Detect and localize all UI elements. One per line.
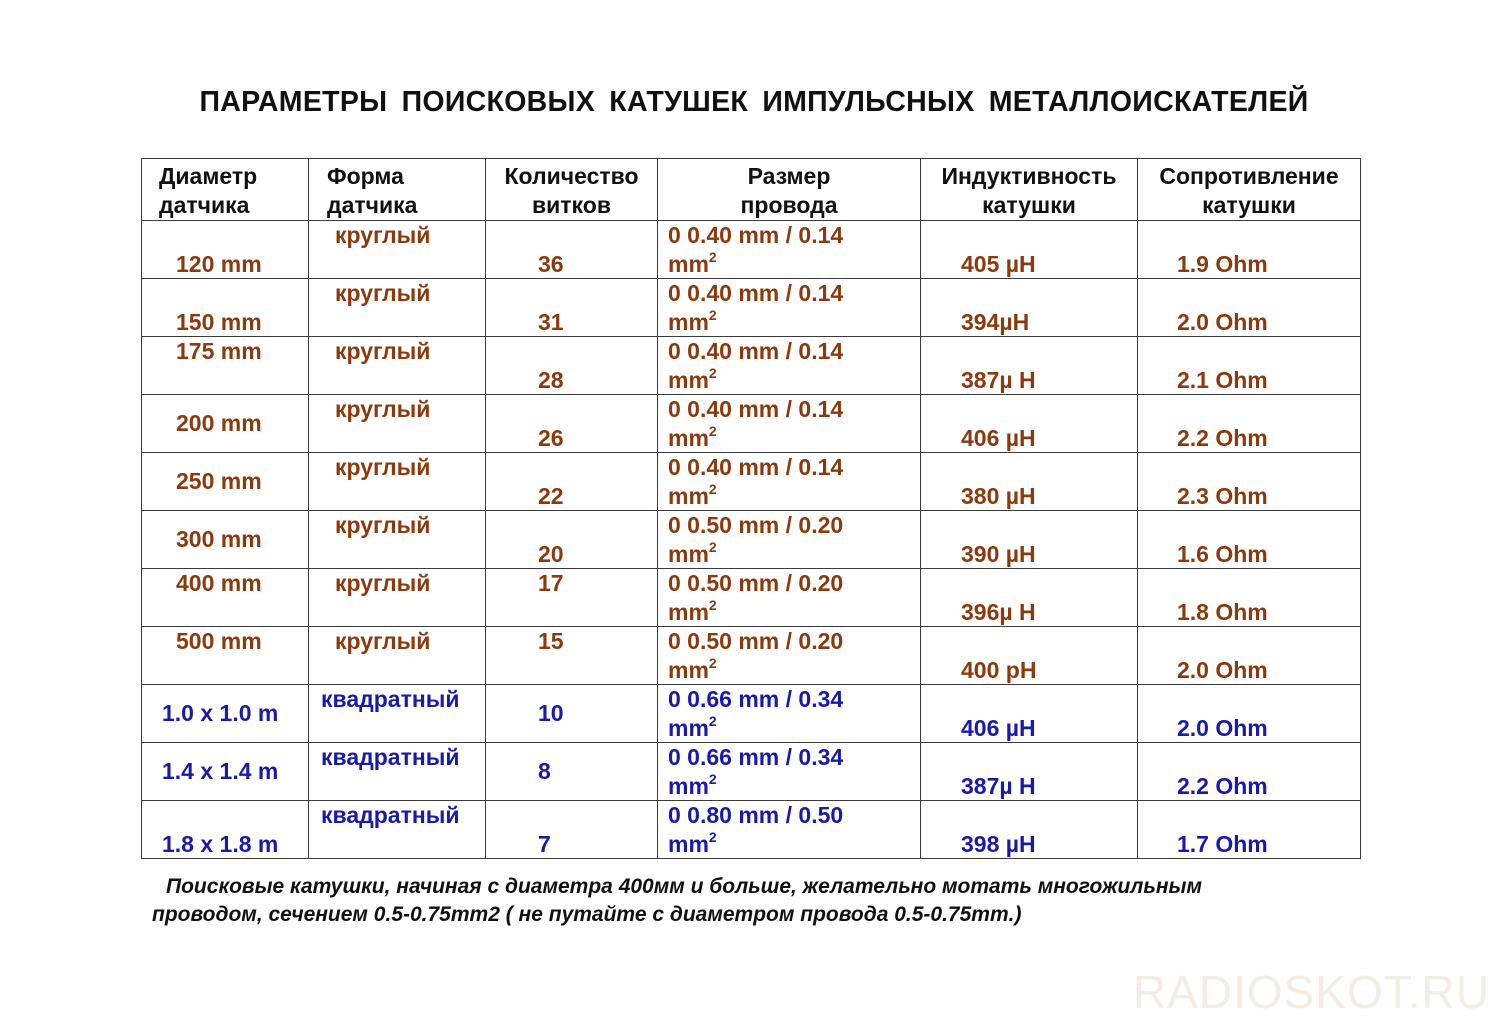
- cell-inductance: [921, 685, 1138, 743]
- cell-shape: [309, 453, 486, 511]
- cell-wire-size: [658, 801, 921, 859]
- cell-inductance-text: 400 pH: [961, 657, 1037, 683]
- cell-turns-text: 8: [538, 758, 551, 784]
- wire-size-superscript: 2: [708, 307, 717, 323]
- cell-wire-size: [658, 279, 921, 337]
- wire-size-line-1: 0 0.66 mm / 0.34: [668, 744, 844, 770]
- cell-resistance: [1138, 337, 1361, 395]
- table-row: [142, 627, 1361, 685]
- cell-turns: [486, 569, 658, 627]
- wire-size-superscript: 2: [708, 481, 717, 497]
- footnote-line-1: Поисковые катушки, начиная с диаметра 400мм и больше, желательно мотать многожильным: [166, 875, 1202, 898]
- coil-parameters-table: [141, 158, 1361, 859]
- cell-resistance: [1138, 279, 1361, 337]
- wire-size-unit: mm: [668, 773, 709, 799]
- table-row: [142, 511, 1361, 569]
- header-row: [142, 159, 1361, 221]
- cell-resistance-text: 1.8 Ohm: [1177, 599, 1268, 625]
- wire-size-unit: mm: [668, 483, 709, 509]
- wire-size-superscript: 2: [708, 713, 717, 729]
- wire-size-line-2: [668, 656, 920, 688]
- cell-wire-size: [658, 685, 921, 743]
- cell-resistance-text: 2.2 Ohm: [1177, 773, 1268, 799]
- cell-shape: [309, 801, 486, 859]
- wire-size-line-2: [668, 772, 920, 804]
- cell-turns: [486, 801, 658, 859]
- cell-shape-text: круглый: [335, 512, 431, 538]
- cell-inductance-text: 405 µH: [961, 251, 1036, 277]
- cell-diameter-text: 150 mm: [176, 309, 262, 335]
- cell-turns-text: 26: [538, 425, 564, 451]
- cell-resistance: [1138, 801, 1361, 859]
- cell-resistance-text: 2.1 Ohm: [1177, 367, 1268, 393]
- wire-size-line-2: [668, 366, 920, 398]
- cell-turns: [486, 395, 658, 453]
- cell-wire-size: [658, 627, 921, 685]
- header-diameter: Диаметр датчика: [142, 159, 309, 221]
- cell-turns-text: 22: [538, 483, 564, 509]
- wire-size-unit: mm: [668, 309, 709, 335]
- cell-inductance: [921, 221, 1138, 279]
- cell-diameter-text: 400 mm: [176, 570, 262, 596]
- cell-resistance-text: 1.9 Ohm: [1177, 251, 1268, 277]
- wire-size-line-1: 0 0.66 mm / 0.34: [668, 686, 844, 712]
- cell-inductance: [921, 337, 1138, 395]
- wire-size-line-1: 0 0.50 mm / 0.20: [668, 628, 844, 654]
- wire-size-unit: mm: [668, 657, 709, 683]
- wire-size-unit: mm: [668, 425, 709, 451]
- wire-size-line-2: [668, 714, 920, 746]
- wire-size-line-1: 0 0.40 mm / 0.14: [668, 454, 844, 480]
- cell-shape: [309, 279, 486, 337]
- cell-diameter: [142, 337, 309, 395]
- cell-diameter-text: 300 mm: [176, 526, 262, 552]
- cell-resistance-text: 2.2 Ohm: [1177, 425, 1268, 451]
- table-row: [142, 337, 1361, 395]
- cell-resistance-text: 1.6 Ohm: [1177, 541, 1268, 567]
- wire-size-unit: mm: [668, 367, 709, 393]
- table-header: [142, 159, 1361, 221]
- cell-diameter-text: 175 mm: [176, 338, 262, 364]
- cell-diameter-text: 1.8 x 1.8 m: [162, 831, 279, 857]
- cell-diameter-text: 500 mm: [176, 628, 262, 654]
- table-row: [142, 395, 1361, 453]
- cell-resistance: [1138, 569, 1361, 627]
- table-row: [142, 279, 1361, 337]
- wire-size-superscript: 2: [708, 655, 717, 671]
- wire-size-unit: mm: [668, 715, 709, 741]
- cell-turns-text: 7: [538, 831, 551, 857]
- wire-size-unit: mm: [668, 599, 709, 625]
- table-body: [142, 221, 1361, 859]
- wire-size-line-1: 0 0.40 mm / 0.14: [668, 396, 844, 422]
- cell-resistance: [1138, 627, 1361, 685]
- cell-diameter: [142, 801, 309, 859]
- cell-turns: [486, 511, 658, 569]
- header-shape: Форма датчика: [309, 159, 486, 221]
- cell-shape-text: круглый: [335, 570, 431, 596]
- header-resistance: Сопротивление катушки: [1138, 159, 1361, 221]
- header-inductance: Индуктивность катушки: [921, 159, 1138, 221]
- wire-size-line-2: [668, 830, 920, 862]
- cell-shape-text: квадратный: [321, 802, 460, 828]
- cell-turns: [486, 627, 658, 685]
- cell-resistance: [1138, 743, 1361, 801]
- cell-resistance: [1138, 685, 1361, 743]
- wire-size-line-1: 0 0.50 mm / 0.20: [668, 512, 844, 538]
- wire-size-line-1: 0 0.40 mm / 0.14: [668, 280, 844, 306]
- cell-turns: [486, 453, 658, 511]
- cell-resistance: [1138, 453, 1361, 511]
- cell-inductance: [921, 801, 1138, 859]
- cell-wire-size: [658, 453, 921, 511]
- cell-diameter: [142, 221, 309, 279]
- table-row: [142, 221, 1361, 279]
- cell-shape-text: квадратный: [321, 686, 460, 712]
- wire-size-line-2: [668, 424, 920, 456]
- wire-size-line-2: [668, 482, 920, 514]
- wire-size-superscript: 2: [708, 539, 717, 555]
- cell-inductance-text: 380 µH: [961, 483, 1036, 509]
- cell-resistance-text: 2.0 Ohm: [1177, 309, 1268, 335]
- wire-size-line-2: [668, 250, 920, 282]
- cell-shape-text: круглый: [335, 222, 431, 248]
- cell-inductance-text: 387µ H: [961, 773, 1036, 799]
- cell-inductance: [921, 395, 1138, 453]
- cell-resistance-text: 2.0 Ohm: [1177, 715, 1268, 741]
- cell-resistance-text: 2.0 Ohm: [1177, 657, 1268, 683]
- cell-shape-text: круглый: [335, 454, 431, 480]
- wire-size-superscript: 2: [708, 423, 717, 439]
- cell-shape: [309, 511, 486, 569]
- wire-size-superscript: 2: [708, 597, 717, 613]
- cell-shape-text: квадратный: [321, 744, 460, 770]
- cell-inductance-text: 398 µH: [961, 831, 1036, 857]
- cell-diameter-text: 1.4 x 1.4 m: [162, 758, 279, 784]
- wire-size-line-1: 0 0.40 mm / 0.14: [668, 222, 844, 248]
- footnote: [152, 873, 1372, 928]
- wire-size-unit: mm: [668, 251, 709, 277]
- cell-wire-size: [658, 337, 921, 395]
- wire-size-line-1: 0 0.50 mm / 0.20: [668, 570, 844, 596]
- cell-inductance-text: 390 µH: [961, 541, 1036, 567]
- cell-turns-text: 20: [538, 541, 564, 567]
- cell-turns: [486, 279, 658, 337]
- cell-turns-text: 17: [538, 570, 564, 596]
- cell-wire-size: [658, 221, 921, 279]
- cell-diameter-text: 250 mm: [176, 468, 262, 494]
- cell-diameter: [142, 279, 309, 337]
- cell-diameter: [142, 511, 309, 569]
- page-title: ПАРАМЕТРЫ ПОИСКОВЫХ КАТУШЕК ИМПУЛЬСНЫХ МЕТАЛЛОИСКАТЕЛЕЙ: [199, 86, 1309, 118]
- cell-shape-text: круглый: [335, 280, 431, 306]
- cell-diameter: [142, 627, 309, 685]
- cell-inductance: [921, 627, 1138, 685]
- cell-diameter-text: 200 mm: [176, 410, 262, 436]
- cell-inductance: [921, 569, 1138, 627]
- cell-shape-text: круглый: [335, 338, 431, 364]
- cell-wire-size: [658, 569, 921, 627]
- cell-resistance-text: 2.3 Ohm: [1177, 483, 1268, 509]
- cell-diameter: [142, 453, 309, 511]
- cell-inductance: [921, 743, 1138, 801]
- cell-shape: [309, 395, 486, 453]
- cell-resistance: [1138, 511, 1361, 569]
- wire-size-line-2: [668, 598, 920, 630]
- cell-turns-text: 10: [538, 700, 564, 726]
- table-row: [142, 685, 1361, 743]
- wire-size-superscript: 2: [708, 771, 717, 787]
- cell-diameter-text: 120 mm: [176, 251, 262, 277]
- cell-shape: [309, 685, 486, 743]
- wire-size-line-2: [668, 308, 920, 340]
- header-wire-size: Размер провода: [658, 159, 921, 221]
- cell-inductance: [921, 511, 1138, 569]
- cell-resistance: [1138, 221, 1361, 279]
- cell-turns: [486, 685, 658, 743]
- cell-shape: [309, 743, 486, 801]
- wire-size-superscript: 2: [708, 249, 717, 265]
- cell-diameter: [142, 395, 309, 453]
- table-row: [142, 569, 1361, 627]
- wire-size-unit: mm: [668, 541, 709, 567]
- cell-turns-text: 31: [538, 309, 564, 335]
- cell-inductance-text: 406 µH: [961, 715, 1036, 741]
- table-row: [142, 453, 1361, 511]
- cell-turns-text: 28: [538, 367, 564, 393]
- cell-shape: [309, 337, 486, 395]
- wire-size-line-1: 0 0.80 mm / 0.50: [668, 802, 844, 828]
- cell-inductance: [921, 279, 1138, 337]
- cell-inductance-text: 387µ H: [961, 367, 1036, 393]
- cell-wire-size: [658, 743, 921, 801]
- cell-wire-size: [658, 511, 921, 569]
- cell-inductance: [921, 453, 1138, 511]
- cell-inductance-text: 396µ H: [961, 599, 1036, 625]
- cell-shape: [309, 221, 486, 279]
- cell-diameter: [142, 743, 309, 801]
- cell-turns-text: 15: [538, 628, 564, 654]
- cell-inductance-text: 394µH: [961, 309, 1030, 335]
- cell-turns: [486, 337, 658, 395]
- footnote-line-2: проводом, сечением 0.5-0.75mm2 ( не путайте с диаметром провода 0.5-0.75mm.): [152, 902, 1022, 926]
- wire-size-line-1: 0 0.40 mm / 0.14: [668, 338, 844, 364]
- cell-turns: [486, 221, 658, 279]
- cell-resistance: [1138, 395, 1361, 453]
- cell-turns-text: 36: [538, 251, 564, 277]
- table-row: [142, 743, 1361, 801]
- table-row: [142, 801, 1361, 859]
- cell-shape-text: круглый: [335, 628, 431, 654]
- wire-size-line-2: [668, 540, 920, 572]
- cell-inductance-text: 406 µH: [961, 425, 1036, 451]
- cell-diameter: [142, 569, 309, 627]
- wire-size-unit: mm: [668, 831, 709, 857]
- watermark: RADIOSKOT.RU: [1132, 966, 1490, 1018]
- cell-turns: [486, 743, 658, 801]
- cell-shape-text: круглый: [335, 396, 431, 422]
- header-turns: Количество витков: [486, 159, 658, 221]
- cell-wire-size: [658, 395, 921, 453]
- wire-size-superscript: 2: [708, 365, 717, 381]
- cell-resistance-text: 1.7 Ohm: [1177, 831, 1268, 857]
- cell-shape: [309, 627, 486, 685]
- wire-size-superscript: 2: [708, 829, 717, 845]
- cell-diameter-text: 1.0 x 1.0 m: [162, 700, 279, 726]
- cell-diameter: [142, 685, 309, 743]
- cell-shape: [309, 569, 486, 627]
